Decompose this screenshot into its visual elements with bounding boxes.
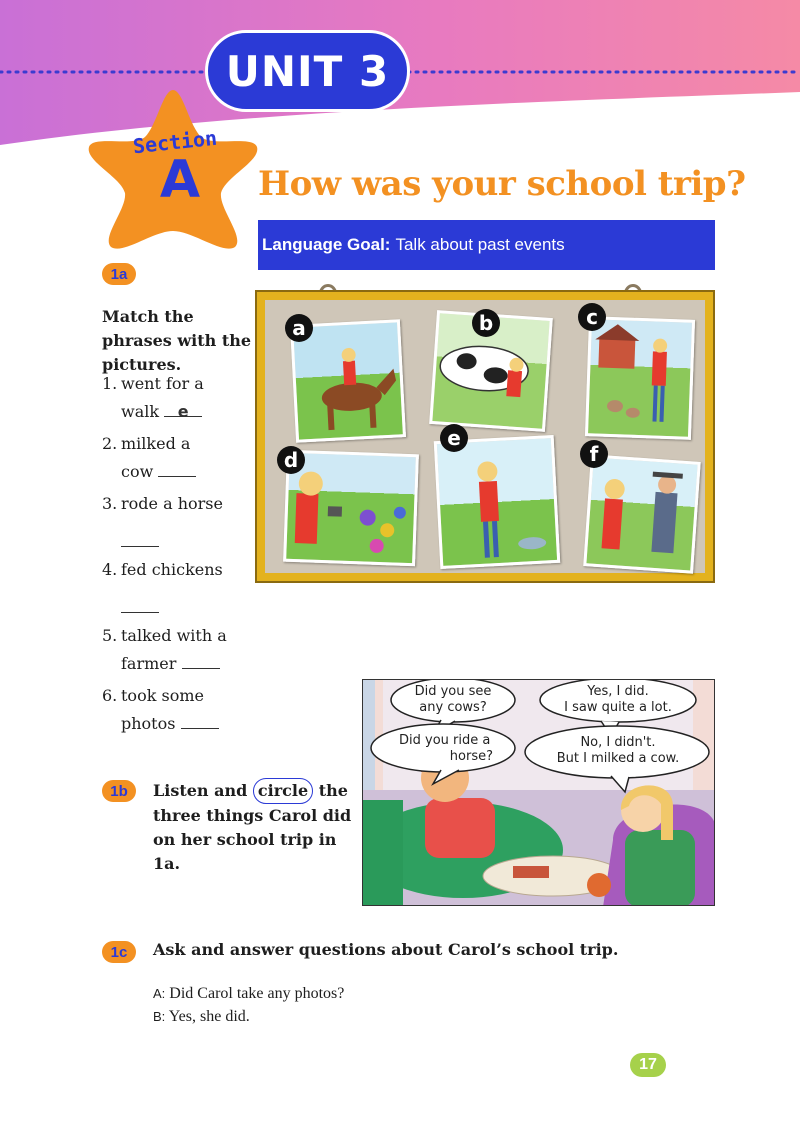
section-letter: A <box>159 150 201 210</box>
item-text: fed chickens <box>121 560 223 579</box>
item-number: 5. <box>102 626 118 645</box>
unit-title: UNIT 3 <box>205 30 410 112</box>
exercise-badge-1c: 1c <box>102 941 136 963</box>
horse-riding-illustration <box>293 322 403 439</box>
page-number: 17 <box>630 1053 666 1077</box>
item-text: cow <box>121 462 154 481</box>
taking-photos-illustration <box>286 453 416 563</box>
instruction-1a: Match the phrases with the pictures. <box>102 307 252 374</box>
picture-label-a: a <box>285 314 313 342</box>
item-text: farmer <box>121 654 177 673</box>
answer-blank[interactable] <box>182 650 220 669</box>
section-label: Section <box>131 125 219 159</box>
item-text: milked a <box>121 434 191 453</box>
dialogue-text: Yes, she did. <box>168 1008 250 1025</box>
dialogue-line <box>153 1008 250 1026</box>
answer-blank[interactable] <box>181 710 219 729</box>
item-text: photos <box>121 714 176 733</box>
item-text: rode a horse <box>121 494 223 513</box>
exercise-badge-1a: 1a <box>102 263 136 285</box>
dialogue-text: Did Carol take any photos? <box>169 985 345 1002</box>
picture-label-e: e <box>440 424 468 452</box>
instruction-text: the three things Carol did on her school trip in 1a. <box>153 781 352 873</box>
instruction-1c: Ask and answer questions about Carol’s school trip. <box>153 940 619 959</box>
page-title: How was your school trip? <box>258 164 746 204</box>
speaker-label: B: <box>153 1009 166 1024</box>
exercise-badge-1b: 1b <box>102 780 136 802</box>
feeding-chickens-illustration <box>588 319 692 436</box>
speech-bubble: Yes, I did. I saw quite a lot. <box>564 684 672 715</box>
walking-illustration <box>437 438 557 566</box>
language-goal-text: Talk about past events <box>395 235 565 254</box>
speech-bubble: Did you see any cows? <box>414 684 492 715</box>
item-number: 1. <box>102 374 118 393</box>
picture-label-b: b <box>472 309 500 337</box>
speech-bubble: No, I didn't. But I milked a cow. <box>556 735 680 766</box>
item-number: 2. <box>102 434 118 453</box>
picture-d <box>283 450 419 567</box>
answer-blank[interactable] <box>121 528 159 547</box>
circled-word: circle <box>253 778 313 804</box>
speaker-label: A: <box>153 986 166 1001</box>
dialogue-line <box>153 985 344 1003</box>
instruction-text: Listen and <box>153 781 248 800</box>
item-text: walk <box>121 402 160 421</box>
language-goal-label: Language Goal: <box>262 235 391 254</box>
picture-board <box>265 300 705 573</box>
picture-c <box>585 316 695 440</box>
item-text: took some <box>121 686 204 705</box>
picture-label-f: f <box>580 440 608 468</box>
speech-bubble: Did you ride a horse? <box>399 733 493 764</box>
language-goal-bar <box>258 220 715 270</box>
talking-with-farmer-illustration <box>586 458 697 571</box>
item-number: 6. <box>102 686 118 705</box>
instruction-1b <box>153 778 353 876</box>
picture-f <box>583 454 701 573</box>
item-text: went for a <box>121 374 204 393</box>
item-number: 4. <box>102 560 118 579</box>
picture-label-c: c <box>578 303 606 331</box>
item-number: 3. <box>102 494 118 513</box>
comic-panel <box>362 679 715 906</box>
item-text: talked with a <box>121 626 227 645</box>
answer-blank[interactable] <box>121 594 159 613</box>
picture-label-d: d <box>277 446 305 474</box>
answer-blank[interactable]: e <box>164 398 202 417</box>
picture-e <box>434 435 561 569</box>
answer-blank[interactable] <box>158 458 196 477</box>
